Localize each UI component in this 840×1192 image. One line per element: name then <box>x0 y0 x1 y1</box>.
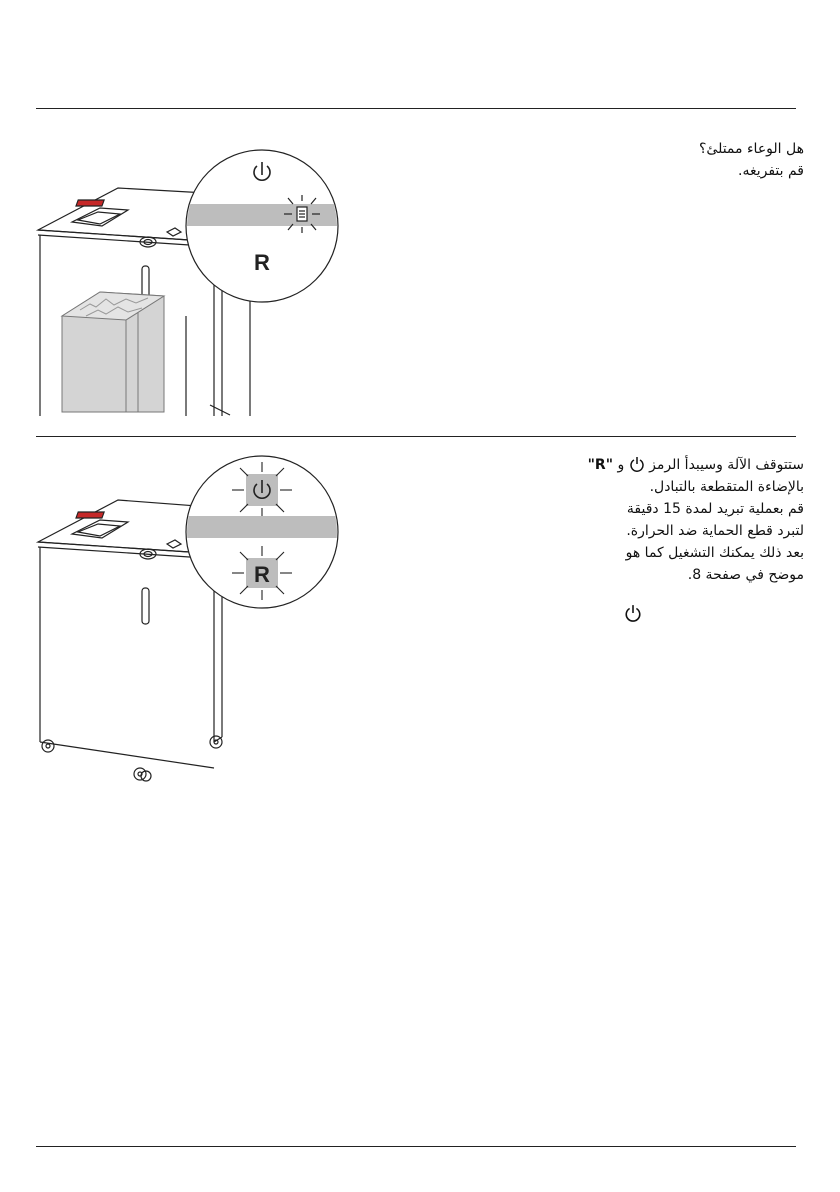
section2-text <box>588 454 804 586</box>
power-icon <box>624 604 642 622</box>
line-see-page: موضح في صفحة 8. <box>687 567 804 583</box>
shredder-overheat-illustration <box>0 452 360 792</box>
shredder-bin-full-illustration <box>0 140 360 420</box>
reset-r-label: R <box>254 562 270 587</box>
middle-rule <box>36 436 796 437</box>
reset-r-label: R <box>254 250 270 275</box>
top-rule <box>36 108 796 109</box>
empty-bin-instruction: قم بتفريغه. <box>738 163 804 179</box>
power-icon <box>629 456 645 472</box>
line-thermal-protection: لتبرد قطع الحماية ضد الحرارة. <box>626 523 804 539</box>
bin-full-question: هل الوعاء ممتلئ؟ <box>698 141 804 157</box>
section1-text <box>699 138 804 182</box>
line-restart: بعد ذلك يمكنك التشغيل كما هو <box>625 545 804 561</box>
bottom-rule <box>36 1146 796 1147</box>
line-stop-blink: ستتوقف الآلة وسيبدأ الرمز و "R" <box>587 457 804 473</box>
line-alternating: بالإضاءة المتقطعة بالتبادل. <box>649 479 804 495</box>
line-cooldown: قم بعملية تبريد لمدة 15 دقيقة <box>626 501 804 517</box>
